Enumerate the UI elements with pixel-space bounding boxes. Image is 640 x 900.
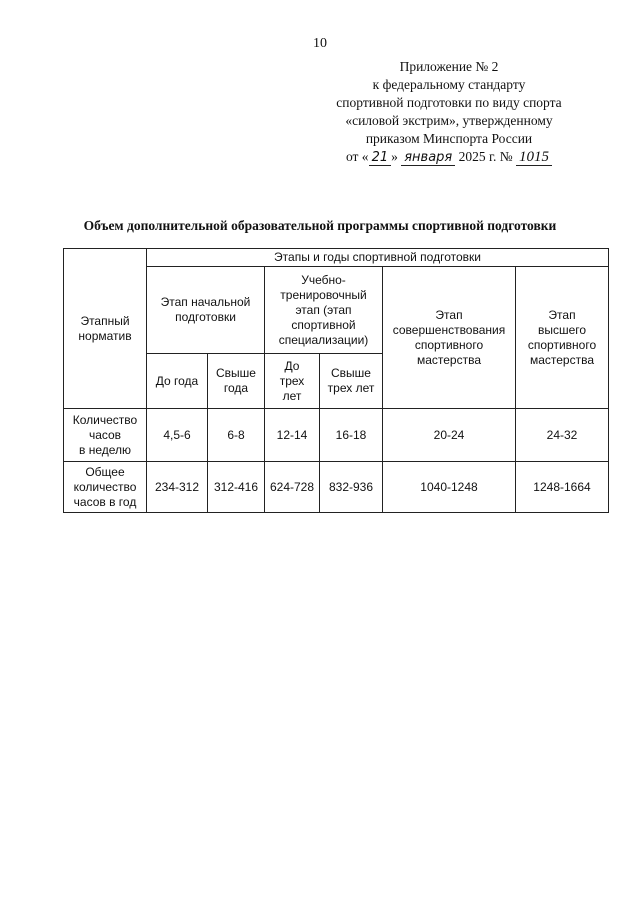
sub-header-cell: Свыше года <box>208 354 265 409</box>
row-header-cell: Этапный норматив <box>64 249 147 409</box>
appendix-line: Приложение № 2 <box>399 59 499 74</box>
table-cell: 6-8 <box>208 409 265 462</box>
group-header-cell: Этапы и годы спортивной подготовки <box>147 249 609 267</box>
sub-header-cell: Свыше трех лет <box>320 354 383 409</box>
row-label-cell: Общее количество часов в год <box>64 462 147 513</box>
table-cell: 4,5-6 <box>147 409 208 462</box>
stage-initial-header: Этап начальной подготовки <box>147 267 265 354</box>
stage-highest-header: Этап высшего спортивного мастерства <box>516 267 609 409</box>
table-row <box>64 409 609 462</box>
date-mid: » <box>391 149 398 164</box>
sub-header-cell: До года <box>147 354 208 409</box>
stage-improvement-header: Этап совершенствования спортивного мастерства <box>383 267 516 409</box>
table-cell: 234-312 <box>147 462 208 513</box>
page-number: 10 <box>313 36 327 51</box>
appendix-line: «силовой экстрим», утвержденному <box>345 113 553 128</box>
handwritten-month: января <box>401 150 455 166</box>
appendix-header <box>284 58 614 167</box>
order-date-line <box>284 148 614 167</box>
appendix-line: спортивной подготовки по виду спорта <box>336 95 562 110</box>
appendix-line: приказом Минспорта России <box>365 131 533 146</box>
table-cell: 24-32 <box>516 409 609 462</box>
table-cell: 20-24 <box>383 409 516 462</box>
row-label-cell: Количество часов в неделю <box>64 409 147 462</box>
table-cell: 12-14 <box>265 409 320 462</box>
table-cell: 1248-1664 <box>516 462 609 513</box>
training-volume-table <box>63 248 609 513</box>
date-year: 2025 г. № <box>458 149 513 164</box>
handwritten-order-number: 1015 <box>516 149 552 166</box>
table-cell: 1040-1248 <box>383 462 516 513</box>
handwritten-day: 21 <box>369 150 392 166</box>
stage-training-header: Учебно- тренировочный этап (этап спортивной специализации) <box>265 267 383 354</box>
sub-header-cell: До трех лет <box>265 354 320 409</box>
table-row <box>64 462 609 513</box>
document-title: Объем дополнительной образовательной программы спортивной подготовки <box>83 218 557 233</box>
table-cell: 312-416 <box>208 462 265 513</box>
date-prefix: от « <box>345 149 369 164</box>
table-cell: 624-728 <box>265 462 320 513</box>
table-cell: 16-18 <box>320 409 383 462</box>
table-cell: 832-936 <box>320 462 383 513</box>
appendix-line: к федеральному стандарту <box>372 77 526 92</box>
